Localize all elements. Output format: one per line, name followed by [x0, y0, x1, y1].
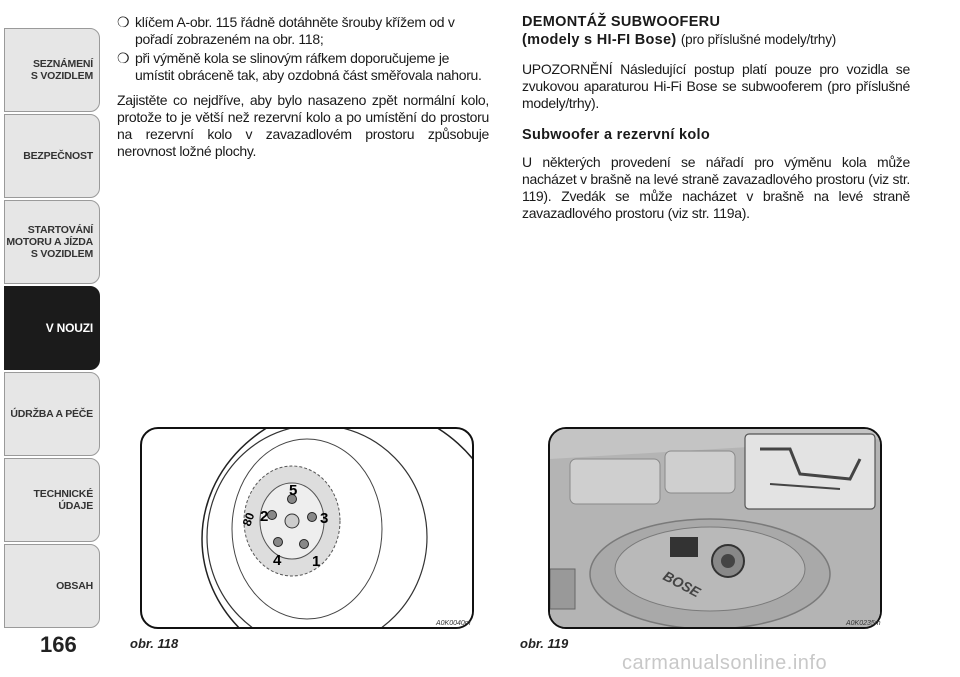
- tab-udrzba[interactable]: ÚDRŽBA A PÉČE: [4, 372, 100, 456]
- heading-note: (pro příslušné modely/trhy): [680, 32, 837, 47]
- bullet-item: [117, 50, 489, 84]
- right-column: [522, 14, 910, 222]
- tab-bezpecnost[interactable]: BEZPEČNOST: [4, 114, 100, 198]
- section-heading: DEMONTÁŽ SUBWOOFERU: [522, 14, 721, 30]
- page-number: 166: [40, 632, 77, 657]
- section-heading-models: (modely s HI-FI Bose) (pro příslušné modely/trhy): [522, 32, 837, 48]
- tab-seznameni[interactable]: SEZNÁMENÍ S VOZIDLEM: [4, 28, 100, 112]
- bolt-number-1: 1: [312, 553, 321, 570]
- bullet-circle-icon: ❍: [117, 14, 130, 30]
- figure-wheel-bolts: [140, 427, 474, 629]
- bolt-number-5: 5: [289, 482, 298, 499]
- tab-v-nouzi[interactable]: V NOUZI: [4, 286, 100, 370]
- left-column: [117, 14, 489, 160]
- tab-technicke-udaje[interactable]: TECHNICKÉ ÚDAJE: [4, 458, 100, 542]
- paragraph: Zajistěte co nejdříve, aby bylo nasazeno zpět normální kolo, protože to je větší než rezervní kolo a po umístění do prostoru na rezervní kolo v zavazadlovém prostoru způsobuje nerovnost ložné plochy.: [117, 92, 489, 159]
- bolt-number-3: 3: [320, 510, 329, 527]
- rim-speed-label: 80: [239, 510, 258, 529]
- paragraph: U některých provedení se nářadí pro výměnu kola může nacházet v brašně na levé straně zavazadlového prostoru (viz str. 119). Zvedák se může nacházet v brašně na levé straně zavazadlového prostoru (viz str. 119a).: [522, 154, 910, 221]
- tab-obsah[interactable]: OBSAH: [4, 544, 100, 628]
- wheel-illustration: [142, 429, 472, 627]
- bullet-text: při výměně kola se slinovým ráfkem doporučujeme je umístit obráceně tak, aby ozdobná část směřovala nahoru.: [135, 50, 482, 83]
- tab-startovani[interactable]: STARTOVÁNÍ MOTORU A JÍZDA S VOZIDLEM: [4, 200, 100, 284]
- subsection-heading: Subwoofer a rezervní kolo: [522, 127, 710, 143]
- bolt-number-2: 2: [260, 508, 269, 525]
- watermark-text: carmanualsonline.info: [622, 652, 828, 674]
- bullet-item: [117, 14, 489, 48]
- bullet-text: klíčem A-obr. 115 řádně dotáhněte šrouby křížem od v pořadí zobrazeném na obr. 118;: [135, 14, 455, 47]
- figure-caption-119: obr. 119: [520, 636, 569, 651]
- figure-code-118: A0K0040m: [436, 620, 471, 627]
- figure-subwoofer-trunk: [548, 427, 882, 629]
- warning-text: UPOZORNĚNÍ Následující postup platí pouze pro vozidla se zvukovou aparaturou Hi-Fi Bose se subwooferem (pro příslušné modely/trhy).: [522, 61, 910, 111]
- figure-code-119: A0K0235m: [846, 620, 881, 627]
- bose-brand-label: BOSE: [660, 567, 704, 601]
- trunk-illustration: [550, 429, 880, 627]
- figure-caption-118: obr. 118: [130, 636, 179, 651]
- bolt-number-4: 4: [273, 552, 282, 569]
- bullet-circle-icon: ❍: [117, 50, 130, 66]
